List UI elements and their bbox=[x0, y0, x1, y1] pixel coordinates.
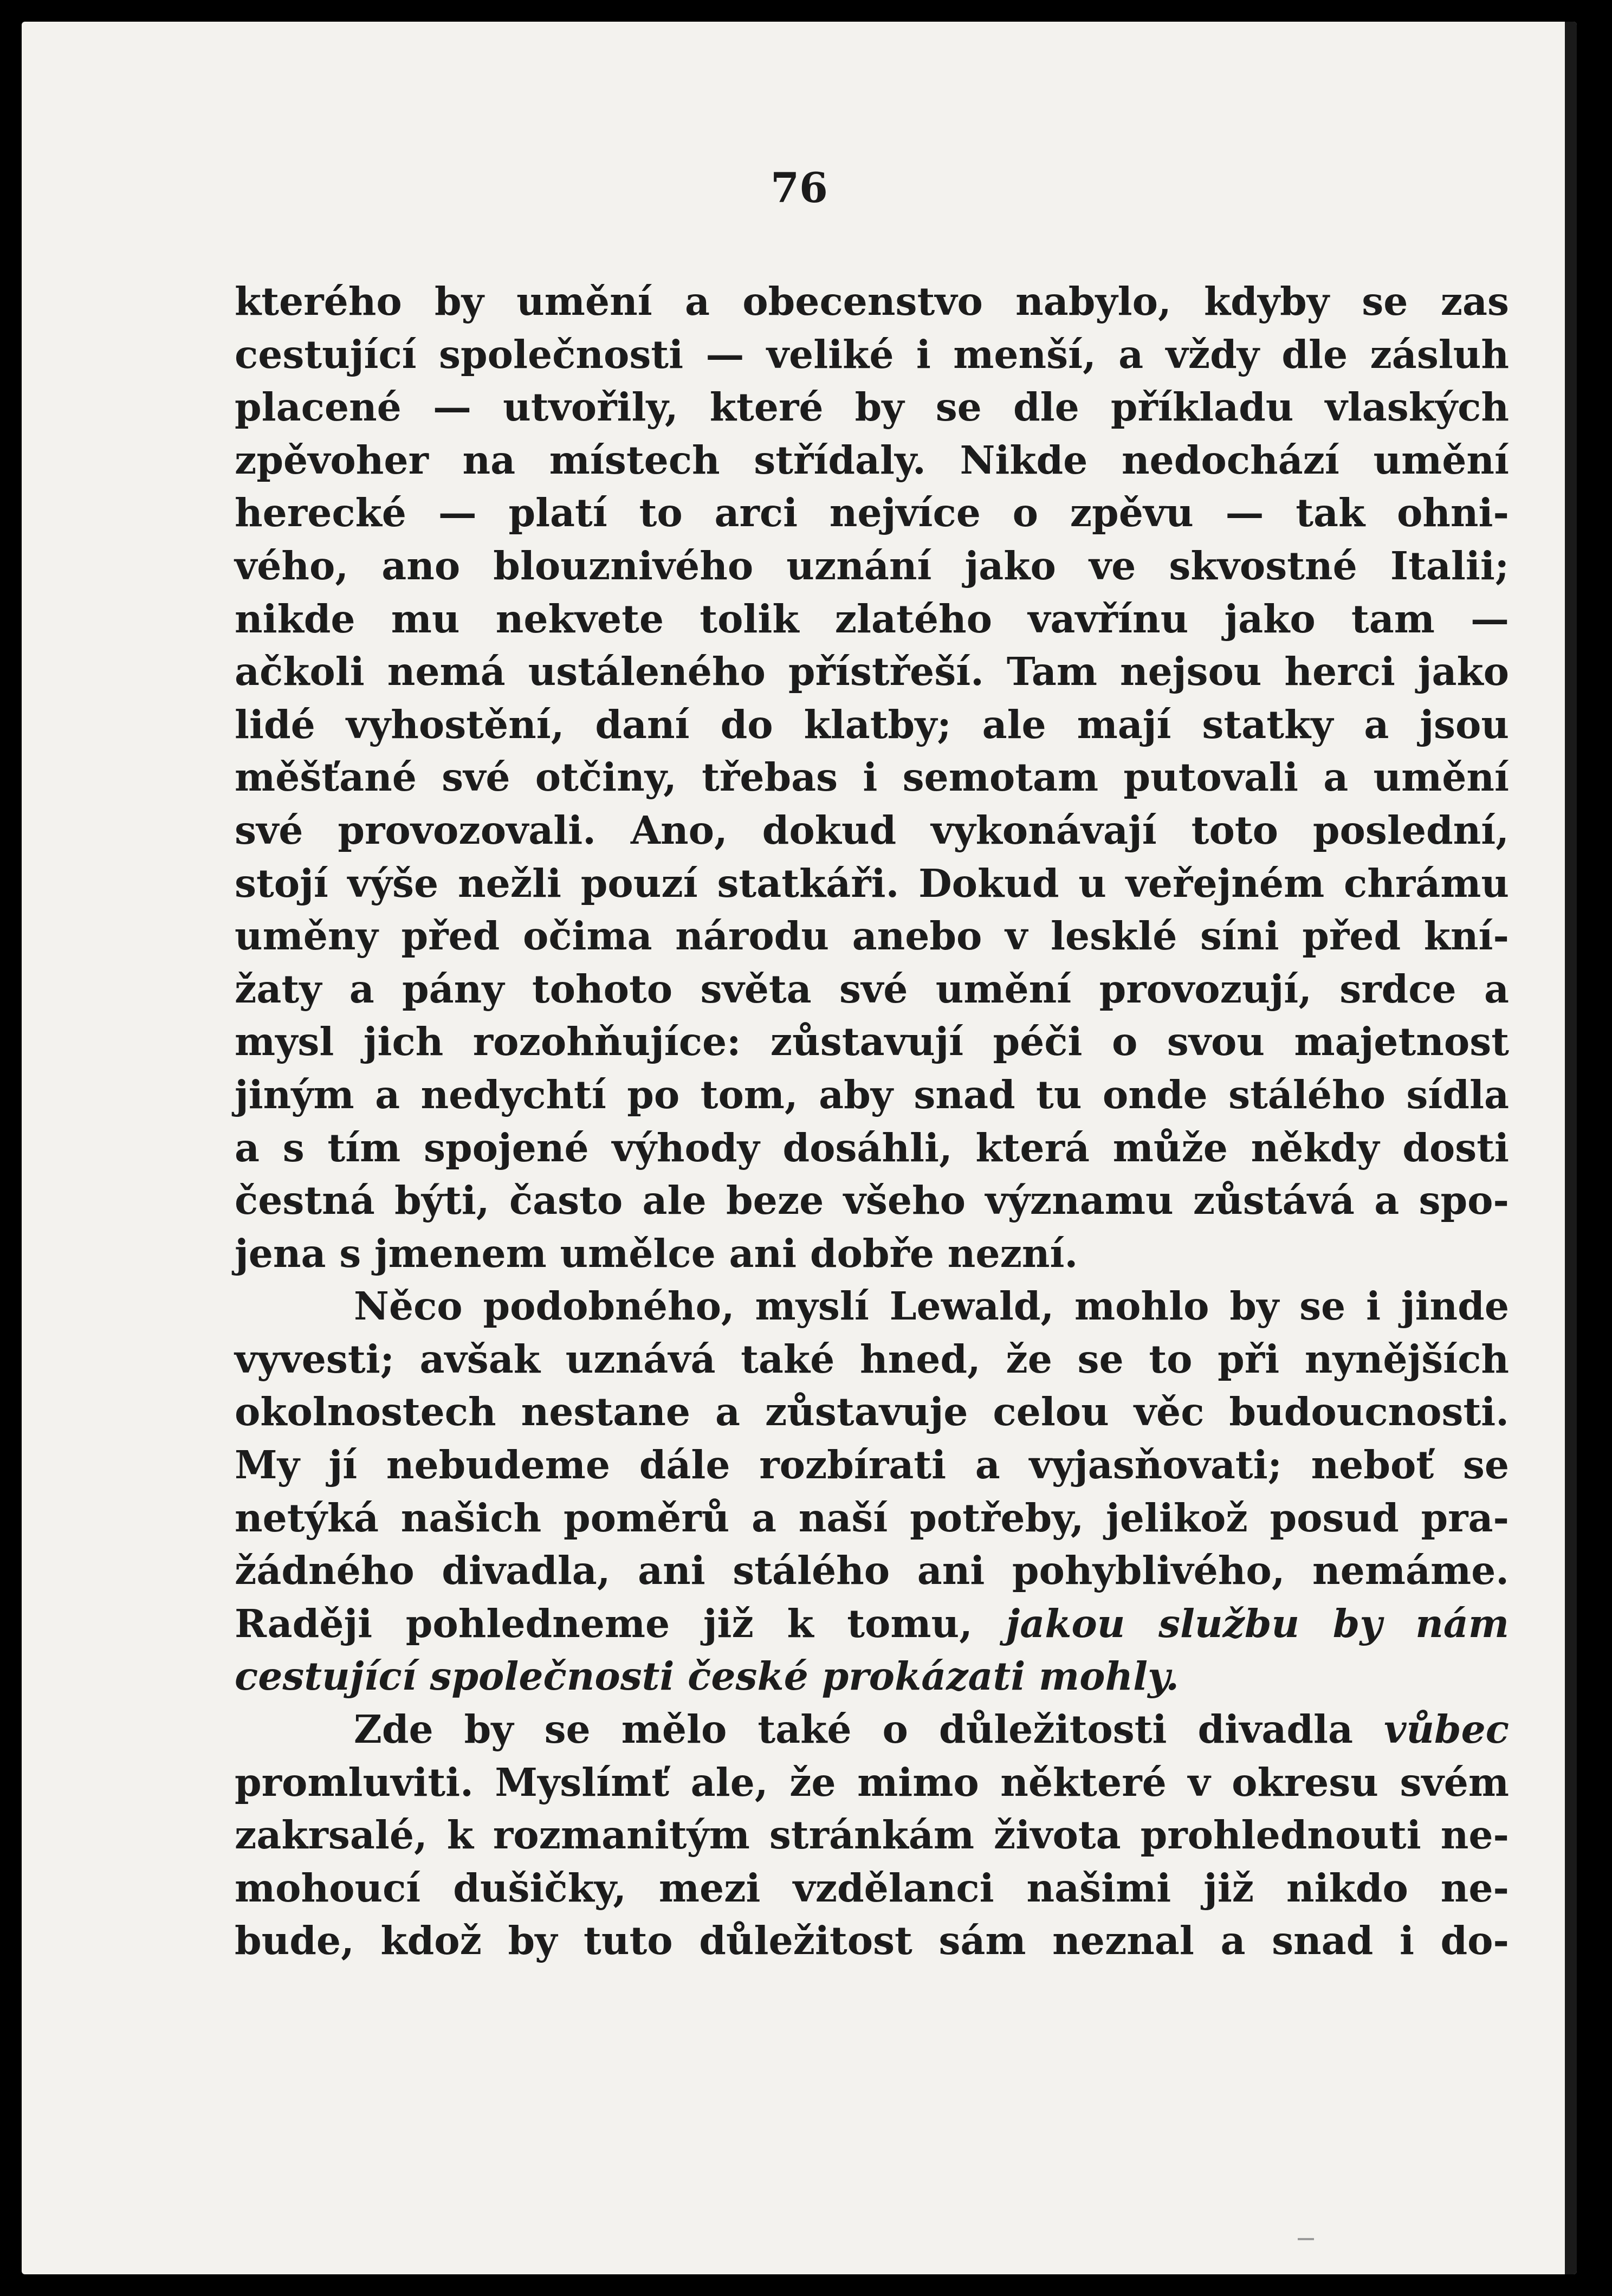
text-line: a s tím spojené výhody dosáhli, která může někdy dosti bbox=[235, 1124, 1509, 1170]
text-line: vyvesti; avšak uznává také hned, že se to při nynějších bbox=[235, 1336, 1509, 1382]
text-line: nikde mu nekvete tolik zlatého vavřínu jako tam — bbox=[235, 596, 1509, 642]
text-line: mysl jich rozohňujíce: zůstavují péči o svou majetnost bbox=[235, 1019, 1509, 1065]
italic-text-line: cestující společnosti české prokázati mohly. bbox=[235, 1653, 1179, 1699]
text-line: stojí výše nežli pouzí statkáři. Dokud u veřejném chrámu bbox=[235, 860, 1509, 906]
text-line: své provozovali. Ano, dokud vykonávají toto poslední, bbox=[235, 807, 1509, 853]
page-number: 76 bbox=[771, 164, 828, 212]
text-line: vého, ano blouznivého uznání jako ve skvostné Italii; bbox=[235, 542, 1509, 588]
text-line: žaty a pány tohoto světa své umění provozují, srdce a bbox=[235, 966, 1509, 1012]
text-line: Něco podobného, myslí Lewald, mohlo by se i jinde bbox=[354, 1283, 1509, 1329]
text-line: placené — utvořily, které by se dle příkladu vlaských bbox=[235, 384, 1509, 430]
text-line: jiným a nedychtí po tom, aby snad tu onde stálého sídla bbox=[235, 1071, 1509, 1117]
text-run: Zde by se mělo také o důležitosti divadla bbox=[354, 1706, 1354, 1752]
body-text bbox=[235, 275, 1509, 1968]
book-page bbox=[22, 22, 1577, 2274]
text-line: herecké — platí to arci nejvíce o zpěvu — tak ohni- bbox=[235, 490, 1509, 536]
text-line: My jí nebudeme dále rozbírati a vyjasňovati; neboť se bbox=[235, 1442, 1509, 1488]
text-line: promluviti. Myslímť ale, že mimo některé v okresu svém bbox=[235, 1759, 1509, 1805]
scan-artifact-mark bbox=[1298, 2238, 1314, 2240]
text-line: čestná býti, často ale beze všeho významu zůstává a spo- bbox=[235, 1178, 1509, 1224]
text-line: uměny před očima národu anebo v lesklé síni před kní- bbox=[235, 913, 1509, 959]
italic-text-run: jakou službu by nám bbox=[1006, 1600, 1510, 1646]
text-line: mohoucí dušičky, mezi vzdělanci našimi již nikdo ne- bbox=[235, 1865, 1509, 1911]
text-line: lidé vyhostění, daní do klatby; ale mají statky a jsou bbox=[235, 701, 1509, 747]
text-line: zpěvoher na místech střídaly. Nikde nedochází umění bbox=[235, 437, 1509, 483]
text-line: bude, kdož by tuto důležitost sám neznal a snad i do- bbox=[235, 1918, 1509, 1964]
text-line-mixed bbox=[235, 1598, 1509, 1651]
text-line: jena s jmenem umělce ani dobře nezní. bbox=[235, 1230, 1078, 1276]
text-line: cestující společnosti — veliké i menší, a vždy dle zásluh bbox=[235, 331, 1509, 377]
italic-text-run: vůbec bbox=[1384, 1706, 1509, 1752]
page-edge-shadow bbox=[1565, 22, 1577, 2274]
text-line-mixed bbox=[235, 1703, 1509, 1756]
text-line: okolnostech nestane a zůstavuje celou věc budoucnosti. bbox=[235, 1389, 1509, 1435]
text-line: kterého by umění a obecenstvo nabylo, kdyby se zas bbox=[235, 279, 1509, 324]
text-line: zakrsalé, k rozmanitým stránkám života prohlednouti ne- bbox=[235, 1812, 1509, 1858]
text-line: ačkoli nemá ustáleného přístřeší. Tam nejsou herci jako bbox=[235, 649, 1509, 695]
text-line: žádného divadla, ani stálého ani pohyblivého, nemáme. bbox=[235, 1548, 1509, 1594]
text-run: Raději pohledneme již k tomu, bbox=[235, 1600, 973, 1646]
text-line: měšťané své otčiny, třebas i semotam putovali a umění bbox=[235, 754, 1509, 800]
text-line: netýká našich poměrů a naší potřeby, jelikož posud pra- bbox=[235, 1495, 1509, 1541]
